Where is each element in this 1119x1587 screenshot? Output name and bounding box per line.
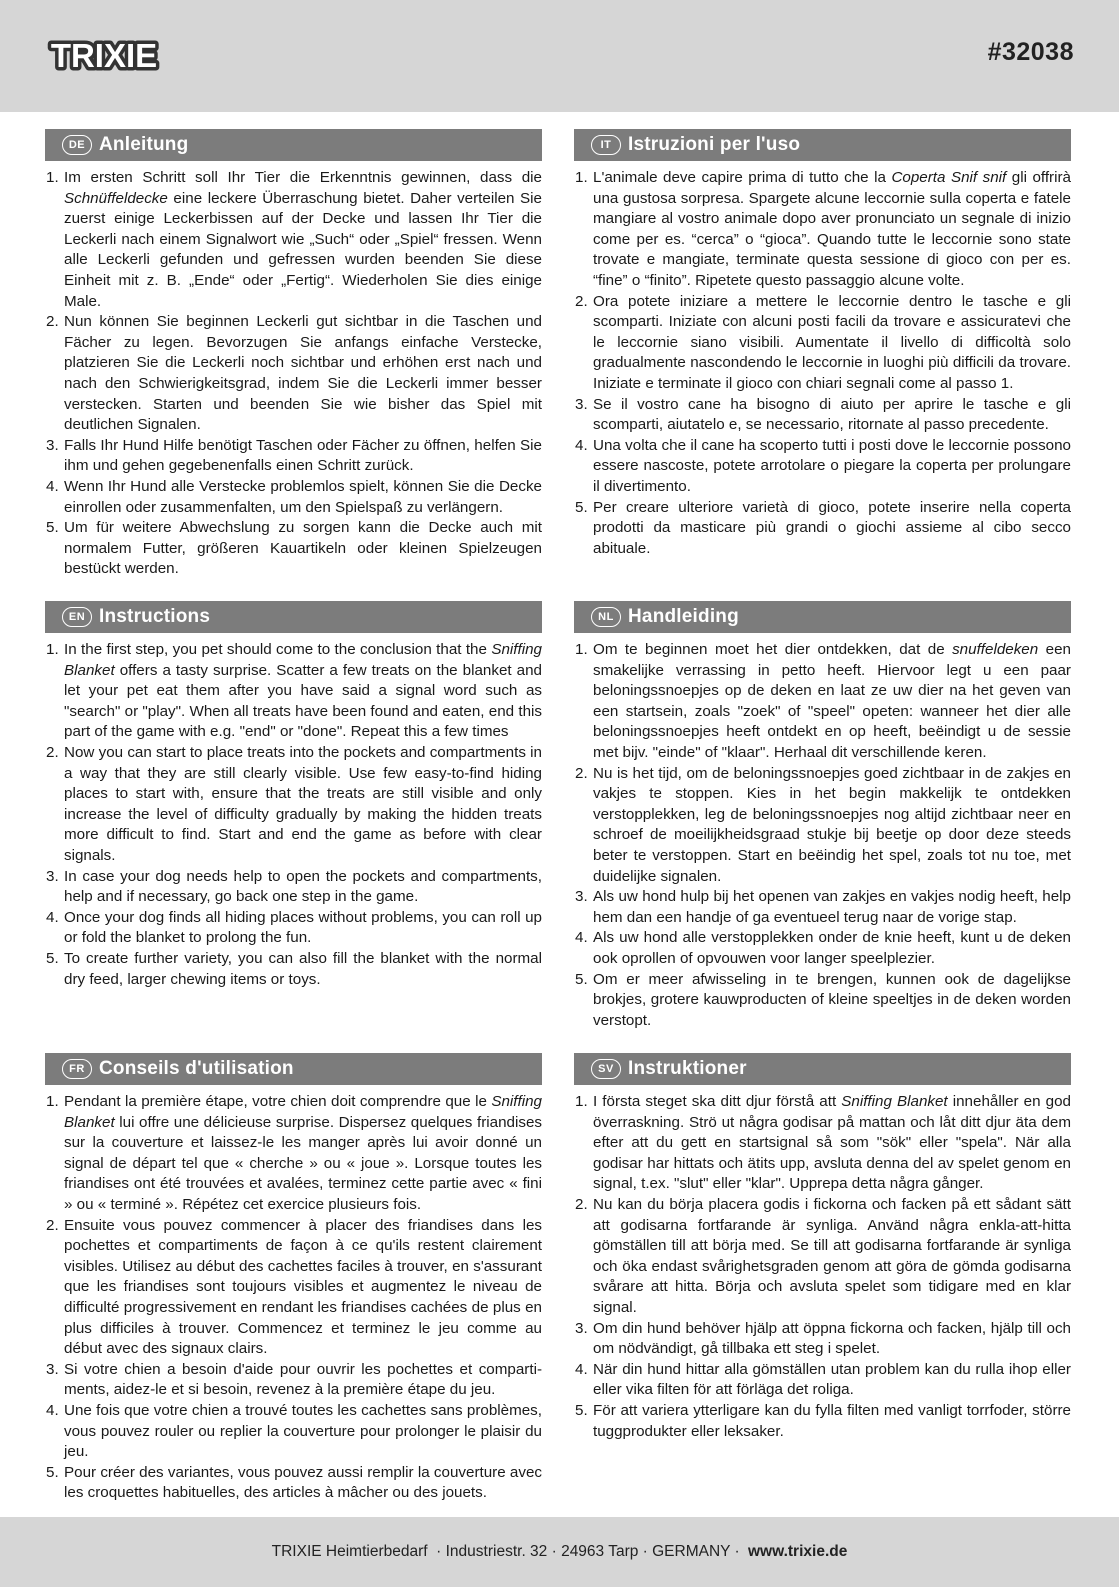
- step-number: 2.: [575, 764, 588, 782]
- step-number: 4.: [46, 908, 59, 926]
- logo-text: TRIXIE: [50, 37, 158, 74]
- step-text-continued: innehåller en god överraskning. Strö ut några godisar på mattan och låt ditt djur äta dem efter att du gett en startsignal så som "sök" eller "spela". När alla godisar har hittats och ätits upp, avsluta denna del av spelet genom en signal, t.ex. "slut" eller "klar". Upprepa detta några gånger.: [593, 1093, 1071, 1193]
- step-text: Pendant la première étape, votre chien doit comprendre que le: [64, 1093, 492, 1110]
- steps-list-it: [574, 168, 1071, 559]
- step-number: 1.: [575, 1093, 588, 1110]
- step-item: [574, 1319, 1071, 1360]
- section-heading-en: [45, 601, 542, 633]
- section-title-fr: Conseils d'utilisation: [99, 1058, 294, 1079]
- step-number: 1.: [46, 1093, 59, 1110]
- step-text: Falls Ihr Hund Hilfe benötigt Taschen oder Fächer zu öffnen, helfen Sie ihm und gehen gegebenenfalls einen Schritt zurück.: [64, 436, 542, 475]
- section-heading-fr: [45, 1053, 542, 1085]
- step-text: Une fois que votre chien a trouvé toutes les cachettes sans problèmes, vous pouvez rouler ou replier la couverture pour prolonger le plaisir du jeu.: [64, 1401, 542, 1461]
- step-item: [574, 498, 1071, 560]
- language-badge-fr: FR: [62, 1059, 92, 1079]
- step-text: Una volta che il cane ha scoperto tutti i posti dove le leccornie possono essere nascoste, potete arrotolare o piegare la coperta per prolungare il divertimento.: [593, 436, 1071, 495]
- step-number: 1.: [46, 641, 59, 658]
- step-text: L'animale deve capire prima di tutto che la: [593, 169, 892, 186]
- step-item: [45, 908, 542, 949]
- step-number: 3.: [46, 436, 59, 454]
- language-badge-nl: NL: [591, 607, 621, 627]
- step-text: Per creare ulteriore varietà di gioco, potete inserire nella coperta prodotti da masticare più grandi o giochi assieme al cibo secco abituale.: [593, 498, 1071, 557]
- step-item: [45, 1216, 542, 1360]
- steps-list-nl: [574, 640, 1071, 1031]
- section-it: [574, 129, 1071, 559]
- step-text: Now you can start to place treats into the pockets and compartments in a way that they are still clearly visible. Use few easy-to-find hiding places to start with, ensure that the treats are still visible and only increase the level of difficulty gradually by making the hidden treats more difficult to find. Start and end the game as before with clear signals.: [64, 743, 542, 864]
- product-code: #32038: [987, 38, 1074, 66]
- section-title-sv: Instruktioner: [628, 1058, 747, 1079]
- step-item: [45, 743, 542, 867]
- trixie-logo: [46, 32, 162, 78]
- section-heading-nl: [574, 601, 1071, 633]
- step-item: [574, 1401, 1071, 1442]
- step-text: I första steget ska ditt djur förstå att: [593, 1093, 842, 1110]
- step-text: Als uw hond hulp bij het openen van zakjes en vakjes nodig heeft, help hem dan een handje of ga eventueel terug naar de vorige stap.: [593, 888, 1071, 926]
- step-text: Als uw hond alle verstopplekken onder de knie heeft, kunt u de deken ook oprollen of opvouwen voor langer speelplezier.: [593, 929, 1071, 967]
- step-item: [45, 477, 542, 518]
- section-title-de: Anleitung: [99, 134, 189, 155]
- step-text: Om te beginnen moet het dier ontdekken, dat de: [593, 641, 953, 658]
- step-text: För att variera ytterligare kan du fylla filten med vanligt torrfoder, större tuggprodukter eller leksaker.: [593, 1401, 1071, 1440]
- step-item: [45, 1463, 542, 1504]
- section-heading-de: [45, 129, 542, 161]
- step-text: Ora potete iniziare a mettere le leccornie dentro le tasche e gli scomparti. Iniziate con alcuni posti facili da trovare e assicuratevi che le leccornie siano visibili. Aumentate il livello di difficoltà solo gradualmente nascondendo le leccornie in luoghi più difficili da trovare. Iniziate e terminate il gioco con chiari segnali come al passo 1.: [593, 292, 1071, 392]
- step-item: [574, 640, 1071, 764]
- step-number: 4.: [46, 477, 59, 495]
- step-number: 3.: [46, 1360, 59, 1378]
- step-text: Se il vostro cane ha bisogno di aiuto per aprire le tasche e gli scomparti, aiutatelo e, se necessario, ritornate al passo precedente.: [593, 395, 1071, 434]
- step-item: [574, 292, 1071, 395]
- steps-list-sv: [574, 1092, 1071, 1442]
- step-number: 4.: [46, 1401, 59, 1419]
- step-text: In case your dog needs help to open the pockets and compartments, help and if necessary, go back one step in the game.: [64, 867, 542, 906]
- product-name-emphasis: Sniffing Blanket: [64, 1093, 542, 1131]
- step-text: Om din hund behöver hjälp att öppna fickorna och facken, hjälp till och om nödvändigt, gå tillbaka ett steg i spelet.: [593, 1319, 1071, 1358]
- step-number: 4.: [575, 1360, 588, 1378]
- step-text-continued: gli offrirà una gustosa sorpresa. Spargete alcune leccornie sulla coperta e fatele mangiare al vostro animale dopo aver pronunciato un segnale di inizio come per es. “cerca” o “gioca”. Quando tutte le leccornie sono state trovate e mangiate, terminate questa sessione di gioco con per es. “fine” o “finito”. Ripetete questo passaggio alcune volte.: [593, 169, 1071, 289]
- step-item: [45, 1092, 542, 1216]
- step-text: Nu kan du börja placera godis i fickorna och facken på ett sådant sätt att godisarna fortfarande är synliga. Använd några enkla-att-hitta gömställen till att börja med. Se till att godisarna fortfarande är synliga och öka endast svårighetsgraden genom att göra de gömda godisarna svårare att hitta. Börja och avsluta spelet som tidigare med en klar signal.: [593, 1195, 1071, 1316]
- step-item: [574, 1360, 1071, 1401]
- step-text-continued: een smakelijke verrassing in petto heeft. Hiervoor legt u een paar beloningssnoepjes op de deken en laat ze uw dier na het geven van een startsein, zoals "zoek" of "speel" opeten: wanneer het dier alle beloningssnoepjes heeft ontdekt en op heeft, beëindigt u de sessie met bijv. "einde" of "klaar". Herhaal dit verschillende keren.: [593, 641, 1071, 761]
- step-text: In the first step, you pet should come to the conclusion that the: [64, 641, 492, 658]
- step-text: Im ersten Schritt soll Ihr Tier die Erkenntnis gewinnen, dass die: [64, 169, 542, 186]
- section-en: [45, 601, 542, 990]
- step-number: 3.: [575, 1319, 588, 1337]
- step-item: [574, 970, 1071, 1032]
- step-number: 2.: [46, 743, 59, 761]
- step-text: Pour créer des variantes, vous pouvez aussi remplir la couverture avec les croquettes habituelles, des articles à mâcher ou des jouets.: [64, 1463, 542, 1502]
- step-text: Si votre chien a besoin d'aide pour ouvrir les pochettes et comparti-ments, aidez-le et si besoin, revenez à la première étape du jeu.: [64, 1360, 542, 1399]
- step-item: [574, 168, 1071, 292]
- step-text: To create further variety, you can also fill the blanket with the normal dry feed, larger chewing items or toys.: [64, 949, 542, 988]
- language-badge-de: DE: [62, 135, 92, 155]
- step-item: [45, 949, 542, 990]
- step-item: [45, 518, 542, 580]
- step-text: Um für weitere Abwechslung zu sorgen kann die Decke auch mit normalem Futter, größeren Kauartikeln oder kleinen Spielzeugen bestückt werden.: [64, 519, 542, 578]
- language-badge-en: EN: [62, 607, 92, 627]
- section-nl: [574, 601, 1071, 1031]
- step-item: [574, 436, 1071, 498]
- step-item: [574, 764, 1071, 888]
- step-number: 4.: [575, 436, 588, 454]
- steps-list-de: [45, 168, 542, 580]
- step-number: 5.: [575, 498, 588, 516]
- step-number: 1.: [575, 169, 588, 186]
- page-header: [0, 0, 1119, 112]
- step-item: [574, 395, 1071, 436]
- step-number: 3.: [575, 888, 588, 906]
- footer-address: TRIXIE Heimtierbedarf · Industriestr. 32 · 24963 Tarp · GERMANY ·: [271, 1543, 744, 1560]
- product-name-emphasis: Schnüffeldecke: [64, 189, 168, 207]
- step-text: Nun können Sie beginnen Leckerli gut sichtbar in die Taschen und Fächer zu legen. Bevorzugen Sie anfangs einfache Verstecke, platzieren Sie die Leckerli noch sichtbar und erhöhen erst nach und nach den Schwierigkeitsgrad, indem Sie die Leckerli immer besser verstecken. Starten und beenden Sie wie bisher das Spiel mit deutlichen Signalen.: [64, 313, 542, 434]
- step-number: 1.: [46, 169, 59, 186]
- footer-website-link[interactable]: www.trixie.de: [748, 1543, 848, 1560]
- step-item: [45, 640, 542, 743]
- section-title-it: Istruzioni per l'uso: [628, 134, 801, 155]
- section-de: [45, 129, 542, 580]
- section-heading-sv: [574, 1053, 1071, 1085]
- step-number: 5.: [575, 970, 588, 988]
- step-number: 2.: [46, 1216, 59, 1234]
- section-title-en: Instructions: [99, 606, 211, 627]
- step-text: Nu is het tijd, om de beloningssnoepjes goed zichtbaar in de zakjes en vakjes te stoppen. Kies in het begin makkelijk te ontdekken verstopplekken, leg de beloningssnoepjes nog altijd zichtbaar neer en schroef de moeilijkheidsgraad stukje bij beetje op door deze steeds beter te verstoppen. Start en beëindig het spel, zoals tot nu toe, met duidelijke signalen.: [593, 764, 1071, 885]
- step-item: [45, 867, 542, 908]
- language-badge-sv: SV: [591, 1059, 621, 1079]
- section-heading-it: [574, 129, 1071, 161]
- step-text: Ensuite vous pouvez commencer à placer des friandises dans les pochettes et compartiments de façon à ce qu'ils restent clairement visibles. Utilisez au début des cachettes faciles à trouver, en s'assurant que les friandises sont toujours visibles et augmentez le niveau de difficulté progressivement en rendant les friandises cachées de plus en plus difficiles à trouver. Commencez et terminez le jeu comme au début avec des signaux clairs.: [64, 1216, 542, 1358]
- step-number: 5.: [46, 949, 59, 967]
- product-name-emphasis: snuffeldeken: [952, 641, 1039, 658]
- step-item: [574, 1092, 1071, 1195]
- step-number: 3.: [46, 867, 59, 885]
- step-number: 3.: [575, 395, 588, 413]
- step-item: [574, 928, 1071, 969]
- step-number: 5.: [46, 519, 59, 537]
- step-number: 5.: [575, 1401, 588, 1419]
- product-name-emphasis: Sniffing Blanket: [64, 641, 542, 679]
- step-text: Wenn Ihr Hund alle Verstecke problemlos spielt, können Sie die Decke einrollen oder zusammenfalten, um den Spielspaß zu verlängern.: [64, 477, 542, 516]
- section-title-nl: Handleiding: [628, 606, 739, 627]
- step-number: 2.: [575, 1195, 588, 1213]
- language-badge-it: IT: [591, 135, 621, 155]
- steps-list-fr: [45, 1092, 542, 1504]
- step-number: 2.: [575, 292, 588, 310]
- step-number: 2.: [46, 313, 59, 331]
- section-sv: [574, 1053, 1071, 1442]
- step-text-continued: lui offre une délicieuse surprise. Dispersez quelques friandises sur la couverture et laissez-le les manger après lui avoir donné un signal de départ tel que « cherche » ou « joue ». Lorsque toutes les friandises ont été trouvées et avalées, terminez cette partie avec « fini » ou « terminé ». Répétez cet exercice plusieurs fois.: [64, 1113, 542, 1213]
- product-name-emphasis: Sniffing Blanket: [841, 1093, 948, 1110]
- step-text: När din hund hittar alla gömställen utan problem kan du rulla ihop eller eller vika filten för att förläga det roliga.: [593, 1360, 1071, 1399]
- step-item: [45, 1401, 542, 1463]
- step-number: 4.: [575, 929, 588, 947]
- step-item: [45, 312, 542, 436]
- section-fr: [45, 1053, 542, 1504]
- step-text: Om er meer afwisseling in te brengen, kunnen ook de dagelijkse brokjes, grotere kauwproducten of kleine speeltjes in de deken worden verstopt.: [593, 970, 1071, 1029]
- step-number: 1.: [575, 641, 588, 658]
- product-name-emphasis: Coperta Snif snif: [891, 169, 1007, 186]
- step-number: 5.: [46, 1463, 59, 1481]
- step-text-continued: eine leckere Überraschung bietet. Daher verteilen Sie zuerst einige Leckerbissen auf der Decke und lassen Ihr Tier die Leckerli nach einem Signalwort wie „Such“ oder „Spiel“ fressen. Wenn alle Leckerli gefunden und gefressen wurden beenden Sie diese Einheit mit z. B. „Ende“ oder „Fertig“. Wiederholen Sie dies einige Male.: [64, 189, 542, 310]
- step-item: [574, 1195, 1071, 1319]
- step-item: [45, 1360, 542, 1401]
- step-text-continued: offers a tasty surprise. Scatter a few treats on the blanket and let your pet eat them after you have said a signal word such as "search" or "play". When all treats have been found and eaten, end this part of the game with e.g. "end" or "done". Repeat this a few times: [64, 661, 542, 741]
- step-item: [574, 887, 1071, 928]
- step-text: Once your dog finds all hiding places without problems, you can roll up or fold the blanket to prolong the fun.: [64, 908, 542, 947]
- step-item: [45, 436, 542, 477]
- page-footer: [0, 1517, 1119, 1587]
- step-item: [45, 168, 542, 312]
- steps-list-en: [45, 640, 542, 990]
